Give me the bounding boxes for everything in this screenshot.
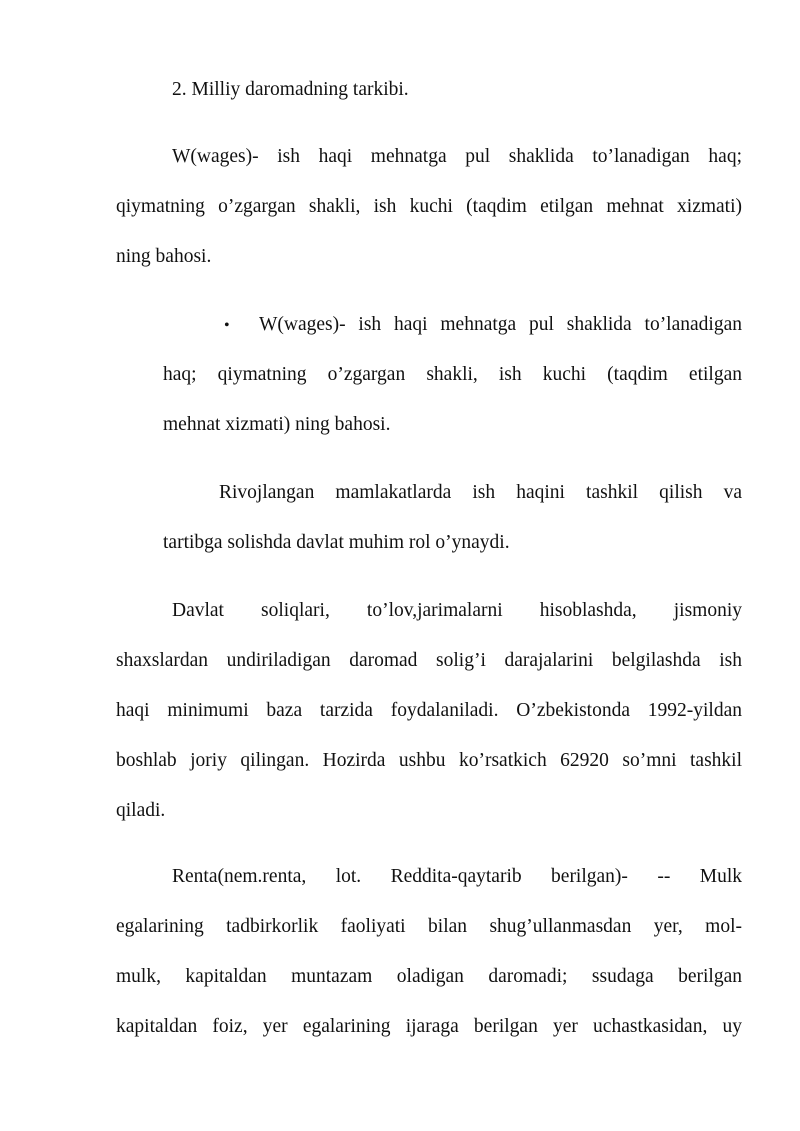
paragraph-rent-line-2: egalarining tadbirkorlik faoliyati bilan shug’ullanmasdan yer, mol-: [116, 916, 742, 937]
paragraph-regulation-line-2: tartibga solishda davlat muhim rol o’ynaydi.: [163, 532, 510, 553]
paragraph-minimum-wage-line-1: Davlat soliqlari, to’lov,jarimalarni hisoblashda, jismoniy: [172, 600, 742, 621]
bullet-item-line-3: mehnat xizmati) ning bahosi.: [163, 414, 391, 435]
paragraph-minimum-wage-line-5: qiladi.: [116, 800, 166, 821]
paragraph-rent-line-3: mulk, kapitaldan muntazam oladigan daromadi; ssudaga berilgan: [116, 966, 742, 987]
paragraph-minimum-wage-line-4: boshlab joriy qilingan. Hozirda ushbu ko’rsatkich 62920 so’mni tashkil: [116, 750, 742, 771]
paragraph-wages-line-1: W(wages)- ish haqi mehnatga pul shaklida to’lanadigan haq;: [172, 146, 742, 167]
bullet-item-line-2: haq; qiymatning o’zgargan shakli, ish kuchi (taqdim etilgan: [163, 364, 742, 385]
paragraph-rent-line-4: kapitaldan foiz, yer egalarining ijaraga berilgan yer uchastkasidan, uy: [116, 1016, 742, 1037]
paragraph-wages-line-3: ning bahosi.: [116, 246, 212, 267]
paragraph-minimum-wage-line-3: haqi minimumi baza tarzida foydalaniladi. O’zbekistonda 1992-yildan: [116, 700, 742, 721]
paragraph-regulation-line-1: Rivojlangan mamlakatlarda ish haqini tashkil qilish va: [219, 482, 742, 503]
paragraph-minimum-wage-line-2: shaxslardan undiriladigan daromad solig’i darajalarini belgilashda ish: [116, 650, 742, 671]
paragraph-rent-line-1: Renta(nem.renta, lot. Reddita-qaytarib berilgan)- -- Mulk: [172, 866, 742, 887]
section-heading: 2. Milliy daromadning tarkibi.: [172, 79, 409, 100]
paragraph-wages-line-2: qiymatning o’zgargan shakli, ish kuchi (taqdim etilgan mehnat xizmati): [116, 196, 742, 217]
bullet-icon: •: [224, 317, 230, 334]
bullet-item-line-1: W(wages)- ish haqi mehnatga pul shaklida to’lanadigan: [259, 314, 742, 335]
